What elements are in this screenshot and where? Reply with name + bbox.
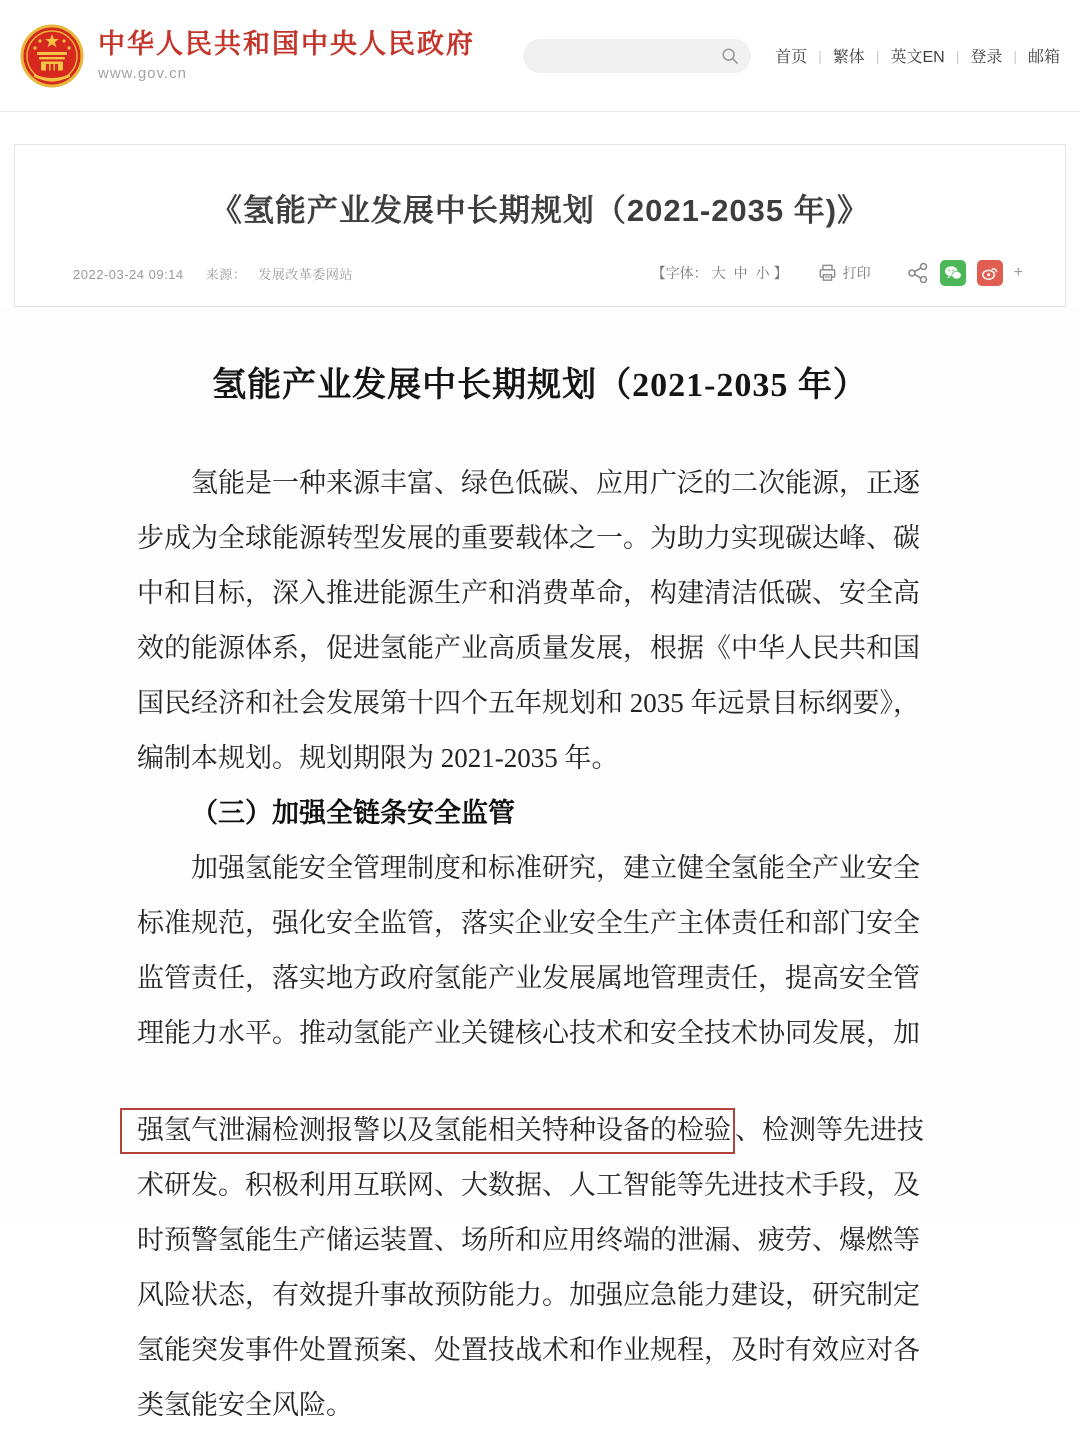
nav-english[interactable]: 英文EN [890, 49, 945, 66]
article-meta-row [15, 260, 1065, 306]
source-value[interactable]: 发展改革委网站 [258, 266, 353, 282]
document-line: 理能力水平。推动氢能产业关键核心技术和安全技术协同发展，加 [137, 1018, 920, 1048]
nav-login[interactable]: 登录 [970, 49, 1003, 66]
document-line-highlighted [137, 1103, 943, 1158]
nav-separator: | [875, 47, 880, 64]
search-box[interactable] [523, 39, 751, 73]
nav-separator: | [955, 47, 960, 64]
section-subheading: （三）加强全链条安全监管 [191, 798, 515, 828]
document-line: 术研发。积极利用互联网、大数据、人工智能等先进技术手段，及 [137, 1170, 920, 1200]
line-continuation: 、检测等先进技 [735, 1115, 924, 1145]
document-line: 氢能是一种来源丰富、绿色低碳、应用广泛的二次能源，正逐 [191, 468, 920, 498]
document-line: 编制本规划。规划期限为 2021-2035 年。 [137, 743, 619, 773]
font-size-large-button[interactable]: 大 [711, 265, 726, 281]
font-size-medium-button[interactable]: 中 [733, 265, 748, 281]
document-line: 国民经济和社会发展第十四个五年规划和 2035 年远景目标纲要》， [137, 688, 920, 718]
top-nav [775, 44, 1060, 67]
source-label: 来源： [205, 266, 247, 282]
more-share-button[interactable]: + [1013, 264, 1023, 281]
wechat-icon [944, 265, 962, 281]
nav-traditional[interactable]: 繁体 [832, 49, 865, 66]
national-emblem-icon [20, 24, 84, 88]
weibo-share-button[interactable] [977, 260, 1003, 286]
nav-separator: | [818, 47, 822, 64]
document-line: 氢能突发事件处置预案、处置技战术和作业规程，及时有效应对各 [137, 1335, 920, 1365]
nav-mail[interactable]: 邮箱 [1027, 49, 1060, 66]
print-button[interactable] [818, 263, 871, 283]
article-card [14, 144, 1066, 307]
share-buttons [907, 260, 1023, 286]
article-meta [73, 264, 353, 283]
article-tools [652, 260, 1023, 286]
site-header [0, 0, 1080, 112]
document-title: 氢能产业发展中长期规划（2021-2035 年） [212, 367, 868, 404]
publish-date: 2022-03-24 09:14 [73, 266, 184, 282]
search-icon[interactable] [721, 47, 739, 65]
font-size-small-button[interactable]: 小 [755, 265, 770, 281]
nav-separator: | [1013, 47, 1017, 64]
document-line: 类氢能安全风险。 [137, 1390, 353, 1420]
printer-icon [818, 264, 837, 282]
font-size-controls [652, 263, 788, 283]
logo-text [98, 29, 475, 82]
document-line: 中和目标，深入推进能源生产和消费革命，构建清洁低碳、安全高 [137, 578, 920, 608]
nav-home[interactable]: 首页 [775, 49, 808, 66]
document-line: 标准规范，强化安全监管，落实企业安全生产主体责任和部门安全 [137, 908, 920, 938]
document-line: 步成为全球能源转型发展的重要载体之一。为助力实现碳达峰、碳 [137, 523, 920, 553]
site-title: 中华人民共和国中央人民政府 [98, 28, 475, 59]
font-controls-prefix: 【字体： [651, 265, 708, 281]
document-line: 风险状态，有效提升事故预防能力。加强应急能力建设，研究制定 [137, 1280, 920, 1310]
print-label: 打印 [842, 265, 871, 281]
document-line: 加强氢能安全管理制度和标准研究，建立健全氢能全产业安全 [191, 853, 920, 883]
site-logo[interactable] [20, 24, 475, 88]
highlight-box: 强氢气泄漏检测报警以及氢能相关特种设备的检验 [120, 1108, 735, 1154]
site-url: www.gov.cn [98, 65, 187, 83]
document-line: 效的能源体系，促进氢能产业高质量发展，根据《中华人民共和国 [137, 633, 920, 663]
search-input[interactable] [539, 47, 721, 65]
document-body [137, 456, 943, 1433]
document-line: 时预警氢能生产储运装置、场所和应用终端的泄漏、疲劳、爆燃等 [137, 1225, 920, 1255]
document-line: 监管责任，落实地方政府氢能产业发展属地管理责任，提高安全管 [137, 963, 920, 993]
font-controls-suffix: 】 [773, 265, 788, 281]
weibo-icon [981, 265, 999, 281]
wechat-share-button[interactable] [940, 260, 966, 286]
document-scan [0, 307, 1080, 1433]
page-title: 《氢能产业发展中长期规划（2021-2035 年)》 [210, 193, 870, 228]
share-icon[interactable] [907, 262, 929, 284]
